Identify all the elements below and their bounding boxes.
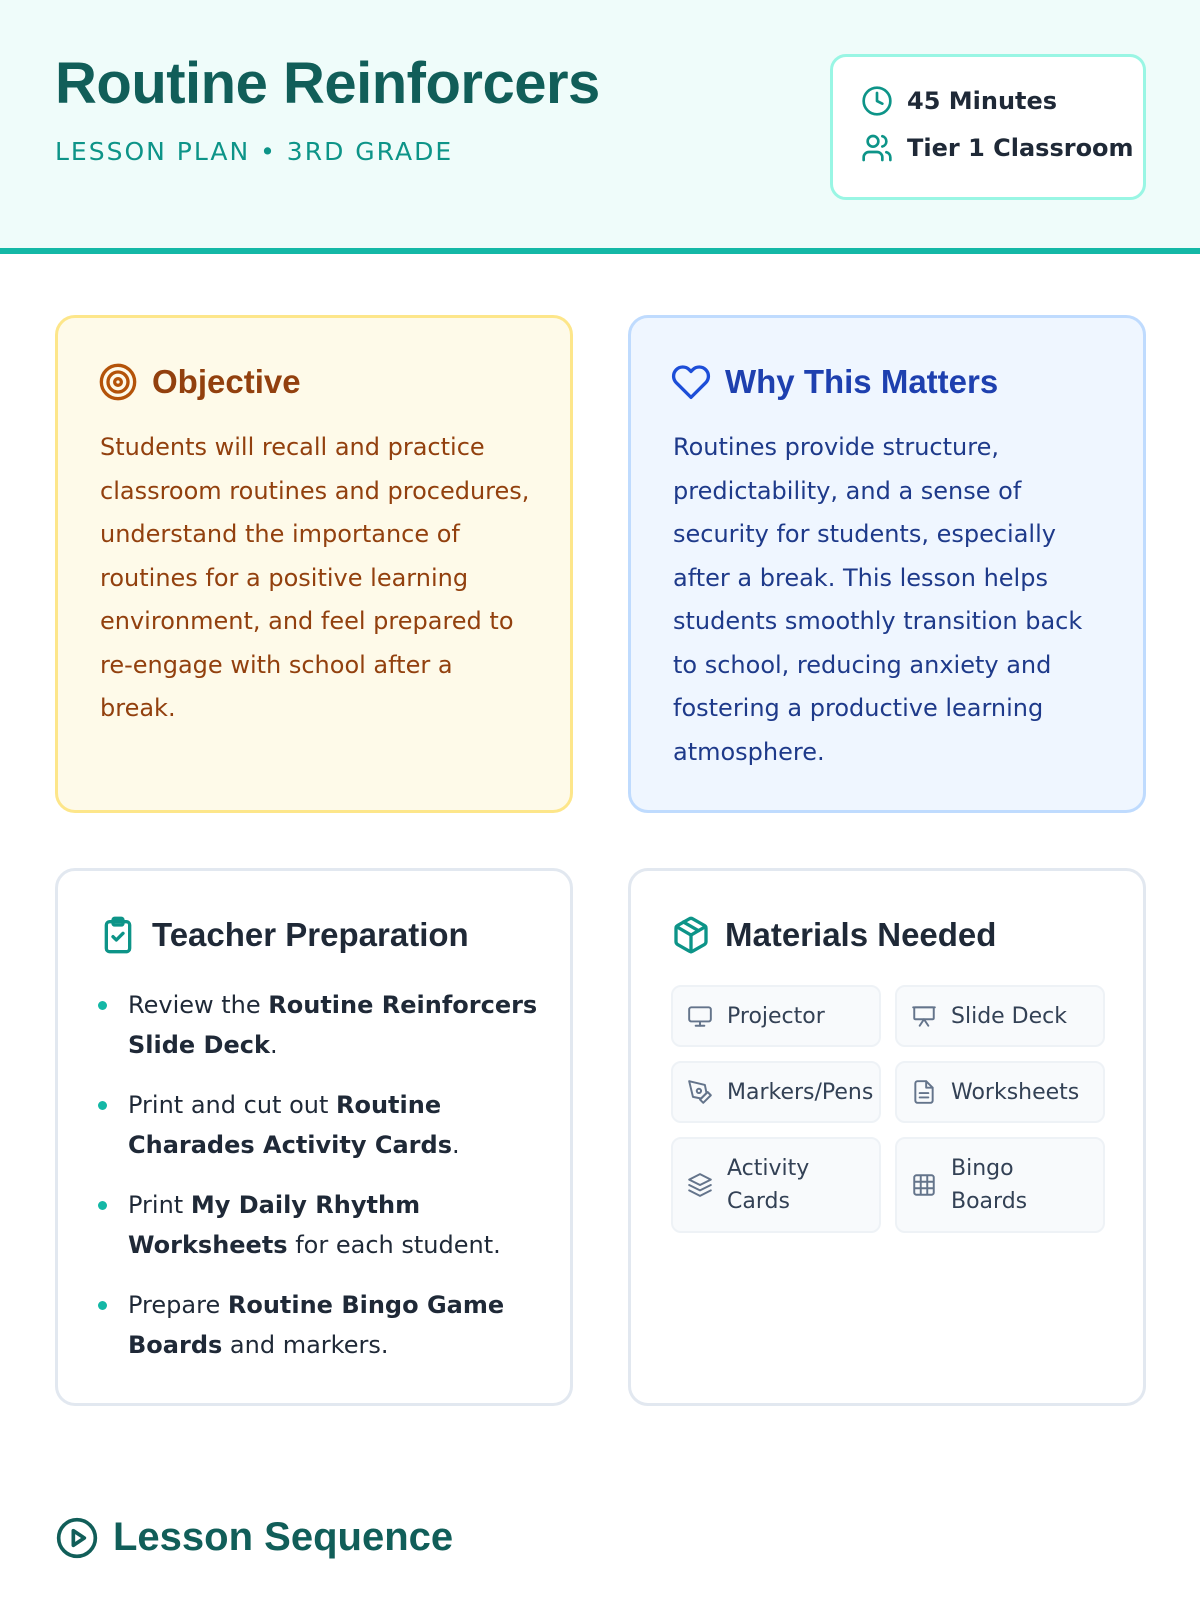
users-icon <box>861 132 893 164</box>
document-icon <box>911 1079 937 1105</box>
list-item: Review the Routine Reinforcers Slide Deck. <box>128 985 540 1065</box>
list-item: Prepare Routine Bingo Game Boards and markers. <box>128 1285 540 1365</box>
objective-text: Students will recall and practice classroom routines and procedures, understand the importance of routines for a positive learning environment, and feel prepared to re-engage with school after a break. <box>100 433 530 722</box>
clock-icon <box>861 85 893 117</box>
why-header <box>671 362 998 402</box>
materials-heading: Materials Needed <box>725 916 997 953</box>
why-heading: Why This Matters <box>725 363 999 400</box>
pen-icon <box>687 1079 713 1105</box>
layers-icon <box>687 1172 713 1198</box>
lesson-meta <box>830 54 1146 200</box>
prep-header <box>98 915 469 955</box>
heart-icon <box>671 362 711 402</box>
why-text: Routines provide structure, predictability, and a sense of security for students, especially after a break. This lesson helps students smoothly transition back to school, reducing anxiety and fostering a productive learning atmosphere. <box>673 433 1083 766</box>
duration-text: 45 Minutes <box>907 87 1058 115</box>
lesson-sequence-header <box>55 1515 453 1560</box>
header <box>0 0 1200 254</box>
objective-heading: Objective <box>152 363 301 400</box>
prep-heading: Teacher Preparation <box>152 916 469 953</box>
package-icon <box>671 915 711 955</box>
prep-list <box>128 985 540 1385</box>
objective-card <box>55 315 573 813</box>
lesson-sequence-heading: Lesson Sequence <box>113 1515 454 1559</box>
page-subtitle: LESSON PLAN • 3RD GRADE <box>55 137 454 166</box>
teacher-prep-card <box>55 868 573 1406</box>
clipboard-check-icon <box>98 915 138 955</box>
materials-header <box>671 915 996 955</box>
play-circle-icon <box>55 1516 99 1560</box>
material-markers: Markers/Pens <box>671 1061 881 1123</box>
duration-row <box>861 85 1057 117</box>
why-card <box>628 315 1146 813</box>
material-projector: Projector <box>671 985 881 1047</box>
materials-grid <box>671 985 1105 1233</box>
material-activity-cards: Activity Cards <box>671 1137 881 1233</box>
material-slide-deck: Slide Deck <box>895 985 1105 1047</box>
list-item: Print My Daily Rhythm Worksheets for each student. <box>128 1185 540 1265</box>
presentation-icon <box>911 1003 937 1029</box>
grid-icon <box>911 1172 937 1198</box>
materials-card <box>628 868 1146 1406</box>
target-icon <box>98 362 138 402</box>
material-bingo-boards: Bingo Boards <box>895 1137 1105 1233</box>
list-item: Print and cut out Routine Charades Activity Cards. <box>128 1085 540 1165</box>
monitor-icon <box>687 1003 713 1029</box>
setting-text: Tier 1 Classroom <box>907 134 1134 162</box>
page-title: Routine Reinforcers <box>55 51 600 116</box>
material-worksheets: Worksheets <box>895 1061 1105 1123</box>
setting-row <box>861 132 1134 164</box>
objective-header <box>98 362 301 402</box>
